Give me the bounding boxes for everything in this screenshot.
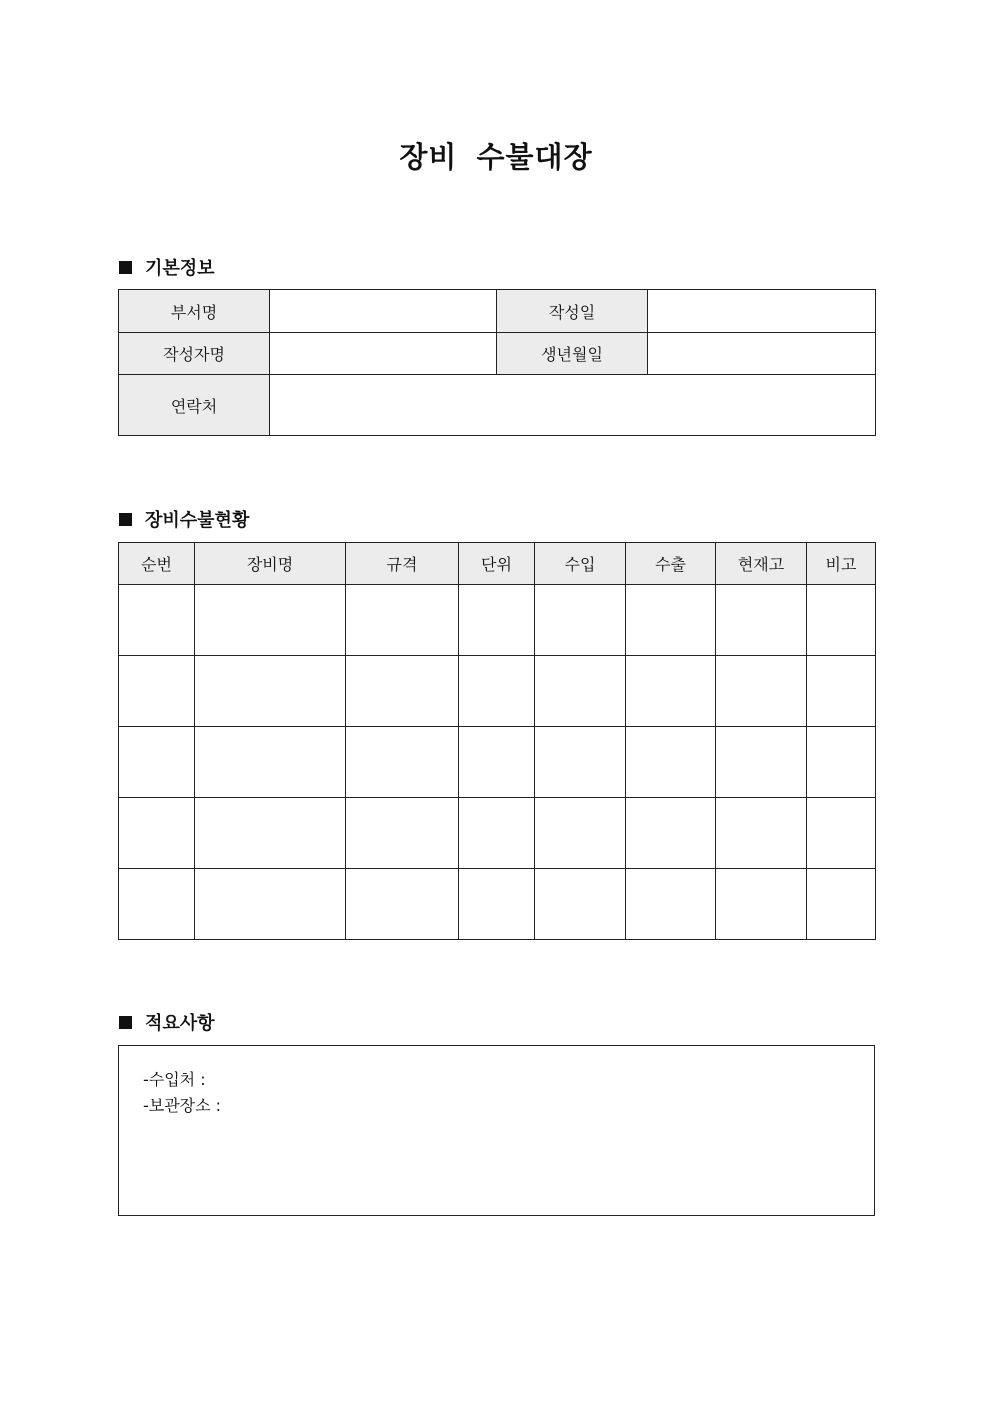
table-cell[interactable] [195,727,346,798]
table-cell[interactable] [716,869,807,940]
table-cell[interactable] [346,585,459,656]
table-cell[interactable] [346,656,459,727]
birthdate-label: 생년월일 [497,333,648,375]
basic-info-heading-text: 기본정보 [145,258,215,279]
supplier-label: -수입처 : [143,1070,206,1089]
table-cell[interactable] [119,585,195,656]
square-bullet-icon [119,513,132,526]
column-header-seq: 순번 [119,543,195,585]
table-cell[interactable] [535,727,626,798]
table-row [119,798,876,869]
table-cell[interactable] [535,869,626,940]
table-cell[interactable] [807,656,876,727]
notes-box[interactable] [118,1045,875,1216]
table-cell[interactable] [459,656,535,727]
table-cell[interactable] [807,869,876,940]
written-date-field[interactable] [648,290,876,333]
table-cell[interactable] [535,656,626,727]
column-header-unit: 단위 [459,543,535,585]
notes-heading-text: 적요사항 [145,1013,215,1034]
column-header-spec: 규격 [346,543,459,585]
table-cell[interactable] [807,727,876,798]
table-cell[interactable] [807,585,876,656]
ledger-heading-text: 장비수불현황 [145,510,250,531]
table-cell[interactable] [119,869,195,940]
column-header-stock: 현재고 [716,543,807,585]
square-bullet-icon [119,261,132,274]
table-cell[interactable] [459,727,535,798]
contact-field[interactable] [270,375,876,436]
table-cell[interactable] [459,798,535,869]
ledger-table [118,542,876,940]
table-row [119,656,876,727]
table-cell[interactable] [716,656,807,727]
table-cell[interactable] [119,656,195,727]
table-cell[interactable] [195,656,346,727]
contact-label: 연락처 [119,375,270,436]
table-cell[interactable] [195,585,346,656]
ledger-header-row [119,543,876,585]
table-cell[interactable] [119,798,195,869]
table-cell[interactable] [626,869,716,940]
table-cell[interactable] [195,798,346,869]
table-cell[interactable] [626,727,716,798]
table-cell[interactable] [459,869,535,940]
notes-heading [119,1009,215,1035]
table-row [119,727,876,798]
department-field[interactable] [270,290,497,333]
written-date-label: 작성일 [497,290,648,333]
table-cell[interactable] [535,798,626,869]
column-header-remarks: 비고 [807,543,876,585]
page-title: 장비 수불대장 [399,140,593,174]
storage-location-label: -보관장소 : [143,1096,222,1115]
square-bullet-icon [119,1016,132,1029]
table-cell[interactable] [716,585,807,656]
basic-info-table [118,289,876,436]
table-cell[interactable] [716,727,807,798]
table-cell[interactable] [535,585,626,656]
ledger-heading [119,506,249,532]
column-header-outgoing: 수출 [626,543,716,585]
table-row [119,869,876,940]
table-row [119,585,876,656]
column-header-incoming: 수입 [535,543,626,585]
birthdate-field[interactable] [648,333,876,375]
column-header-equipment-name: 장비명 [195,543,346,585]
table-cell[interactable] [459,585,535,656]
author-label: 작성자명 [119,333,270,375]
table-cell[interactable] [716,798,807,869]
department-label: 부서명 [119,290,270,333]
table-cell[interactable] [346,869,459,940]
author-field[interactable] [270,333,497,375]
table-cell[interactable] [626,585,716,656]
table-cell[interactable] [626,798,716,869]
table-cell[interactable] [346,798,459,869]
table-cell[interactable] [626,656,716,727]
table-cell[interactable] [346,727,459,798]
table-cell[interactable] [119,727,195,798]
basic-info-heading [119,254,215,280]
table-cell[interactable] [807,798,876,869]
table-cell[interactable] [195,869,346,940]
